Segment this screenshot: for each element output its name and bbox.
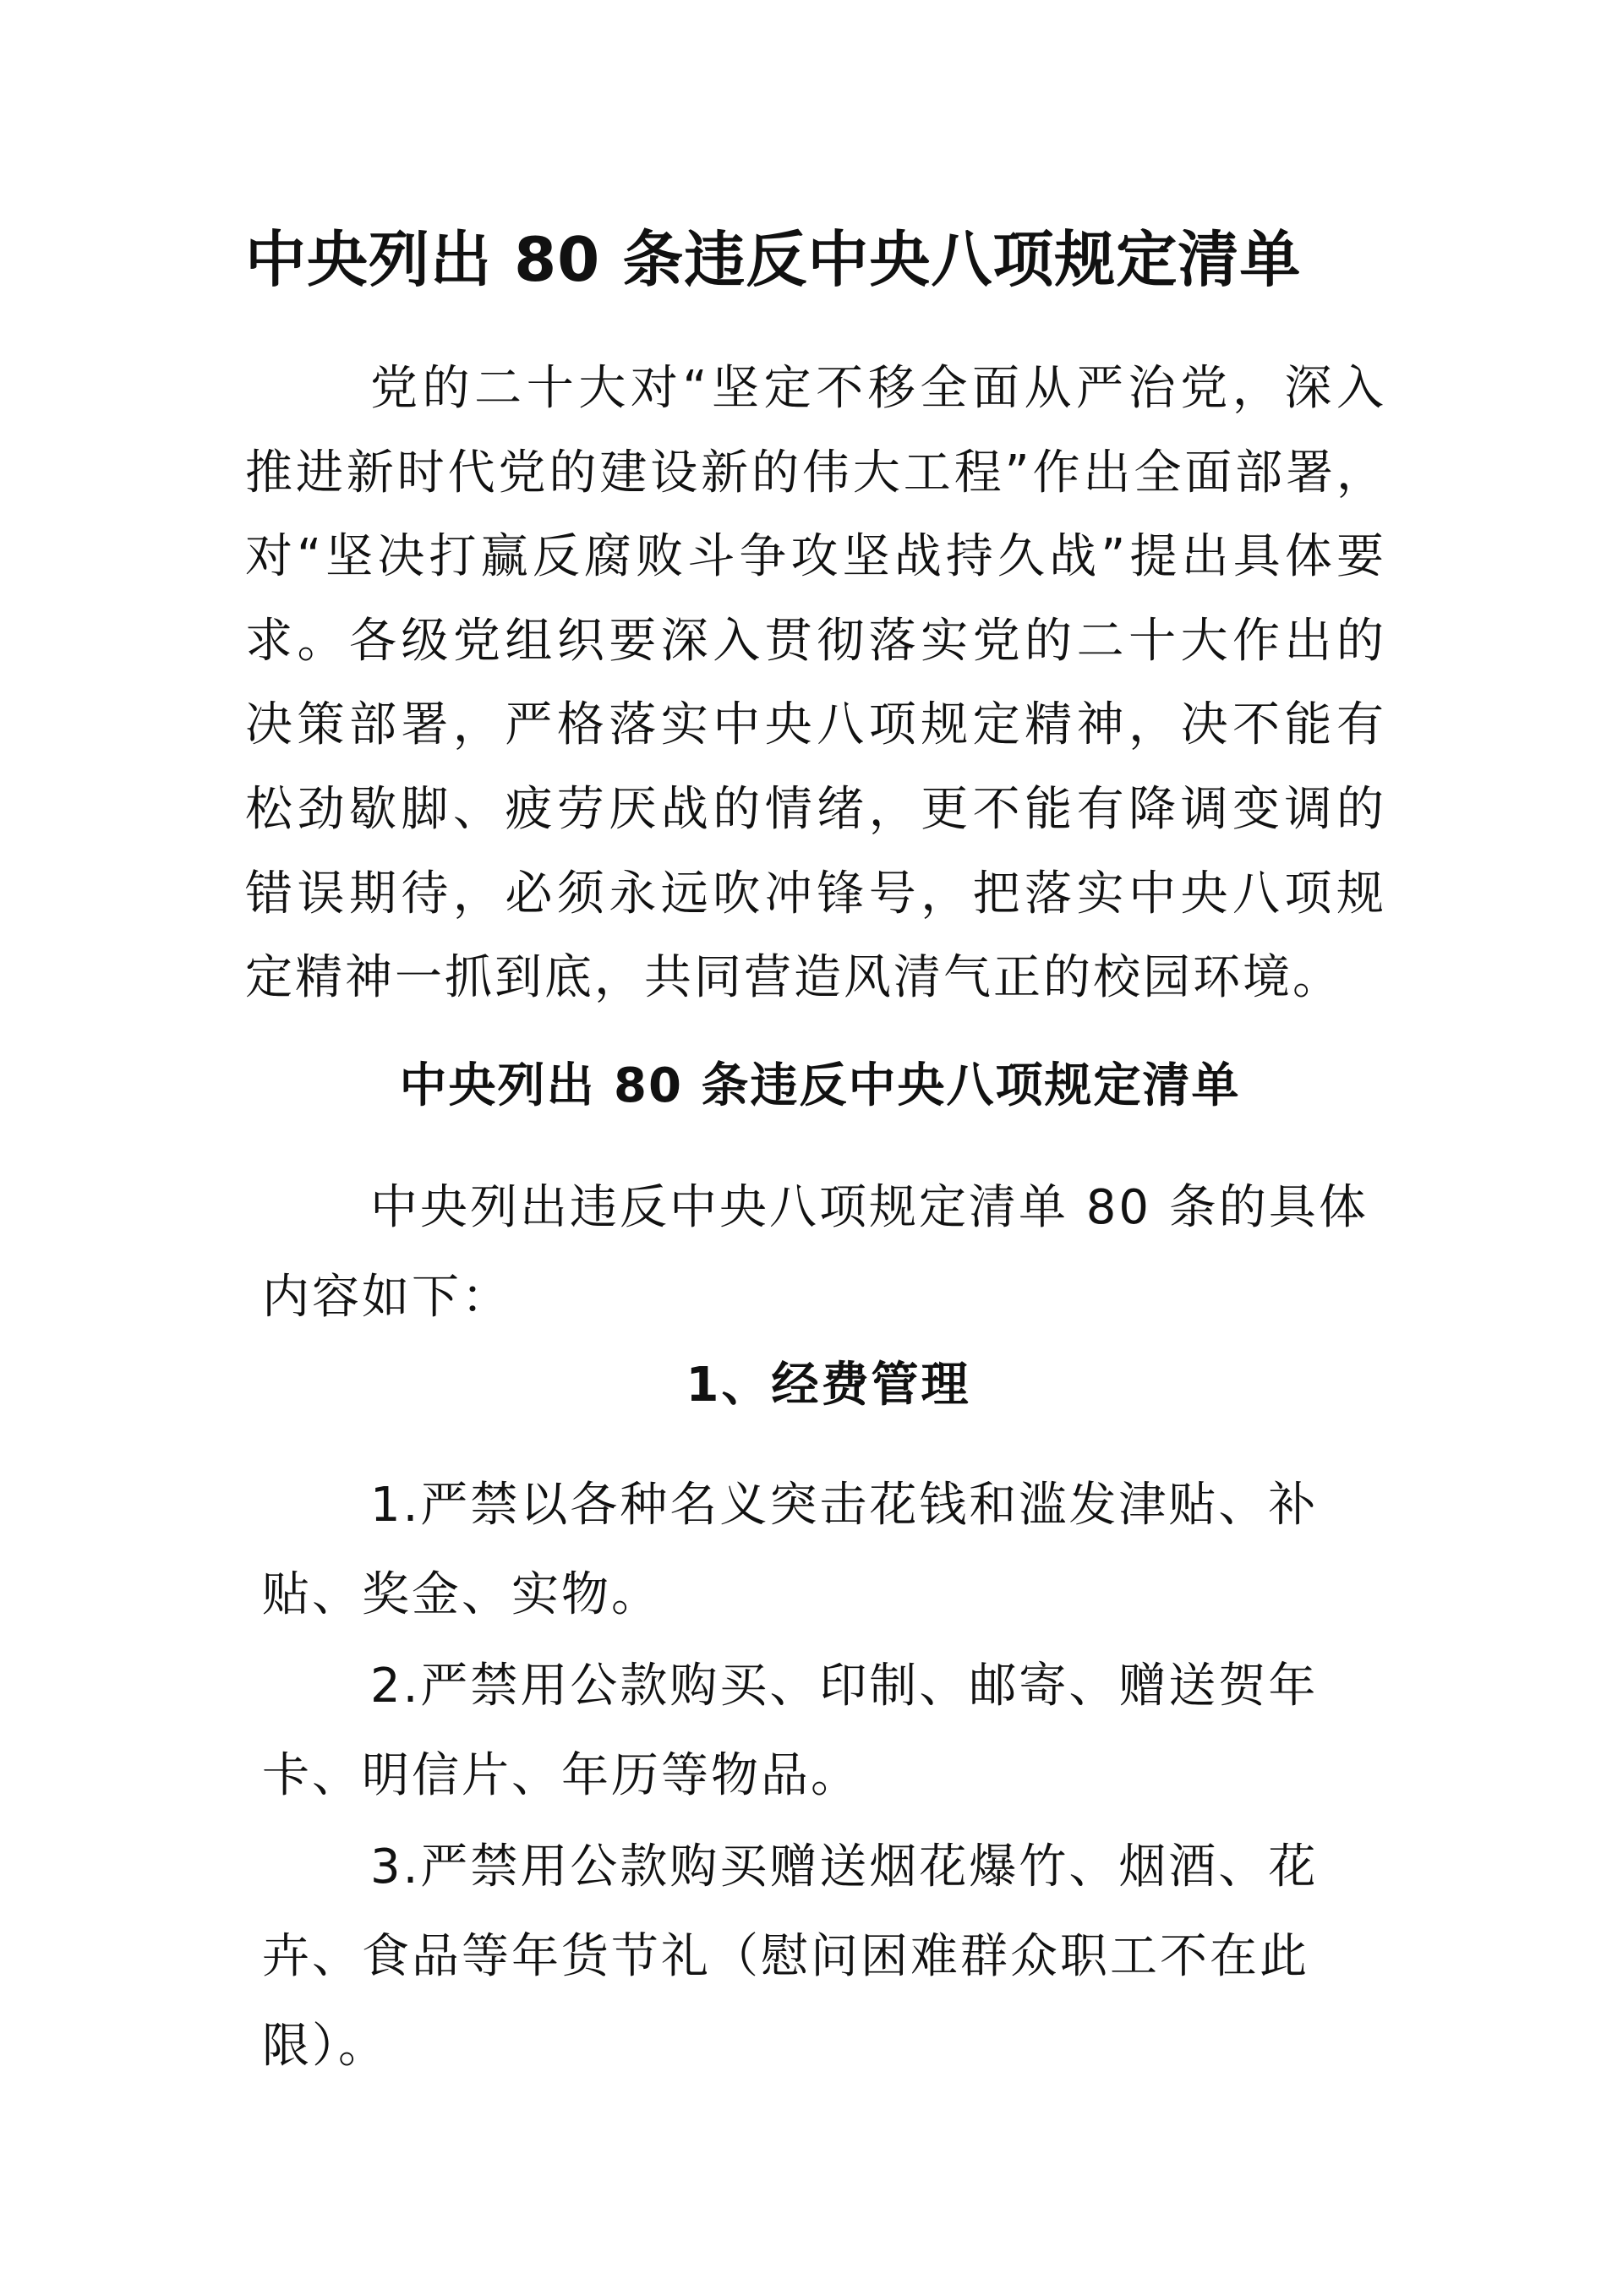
list-item: 2.严禁用公款购买、印制、邮寄、赠送贺年卡、明信片、年历等物品。 [262,1659,1319,1803]
document-title: 中央列出 80 条违反中央八项规定清单 [245,224,1302,295]
intro-paragraph: 党的二十大对“坚定不移全面从严治党，深入推进新时代党的建设新的伟大工程”作出全面部署，对“坚决打赢反腐败斗争攻坚战持久战”提出具体要求。各级党组织要深入贯彻落实党的二十大作出的决策部署，严格落实中央八项规定精神，决不能有松劲歇脚、疲劳厌战的情绪，更不能有降调变调的错误期待，必须永远吹冲锋号，把落实中央八项规定精神一抓到底，共同营造风清气正的校园环境。 [245,361,1386,1006]
lead-paragraph: 中央列出违反中央八项规定清单 80 条的具体内容如下： [262,1180,1369,1325]
list-item: 3.严禁用公款购买赠送烟花爆竹、烟酒、花卉、食品等年货节礼（慰问困难群众职工不在此限）。 [262,1840,1319,2074]
section-heading: 1、经费管理 [686,1358,971,1413]
list-item: 1.严禁以各种名义突击花钱和滥发津贴、补贴、奖金、实物。 [262,1478,1319,1622]
section-title: 中央列出 80 条违反中央八项规定清单 [399,1058,1241,1113]
